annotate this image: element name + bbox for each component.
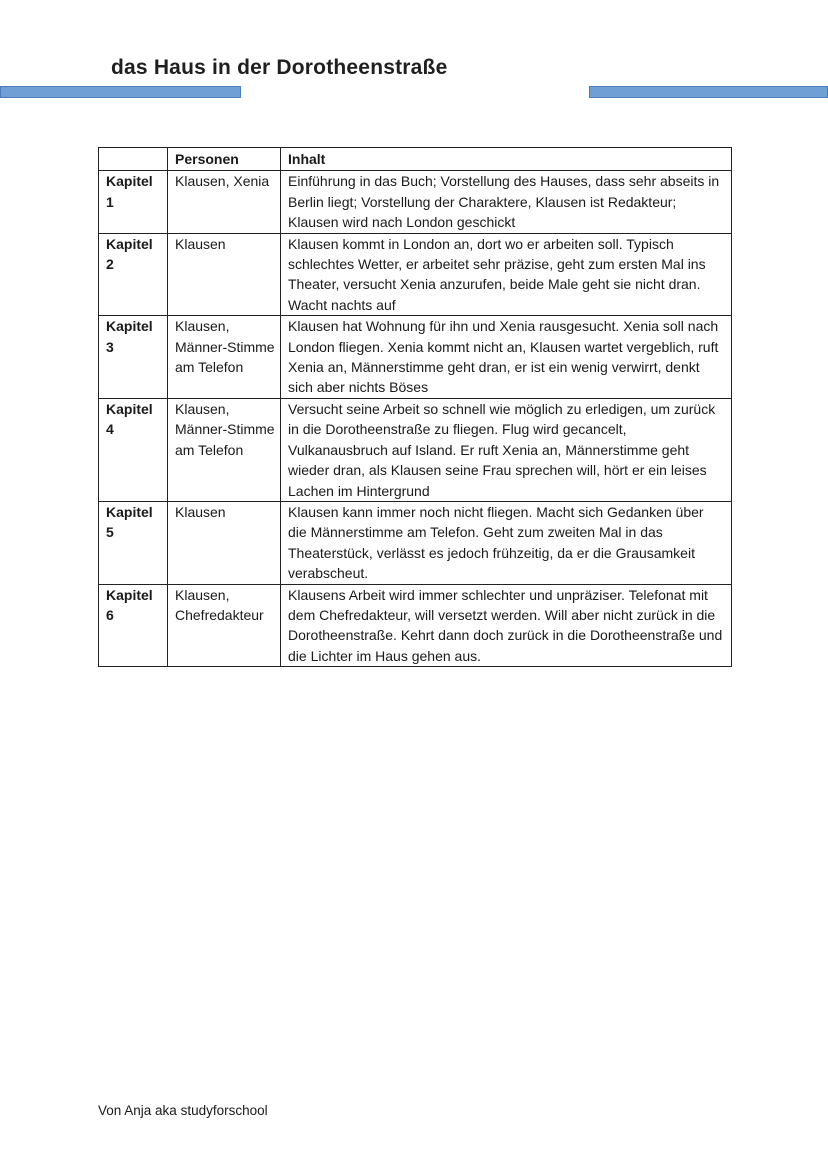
table-header-row [99, 148, 732, 171]
header-content: Inhalt [281, 148, 732, 171]
persons-cell: Klausen, Männer-Stimme am Telefon [168, 398, 281, 501]
content-cell: Klausen kommt in London an, dort wo er arbeiten soll. Typisch schlechtes Wetter, er arbeitet sehr präzise, geht zum ersten Mal ins Theater, versucht Xenia anzurufen, beide Male geht sie nicht dran. Wacht nachts auf [281, 233, 732, 316]
chapter-cell: Kapitel 5 [99, 501, 168, 584]
chapter-cell: Kapitel 2 [99, 233, 168, 316]
header-accent-bar-left [0, 86, 241, 98]
table-row [99, 584, 732, 667]
table-row [99, 398, 732, 501]
table-row [99, 316, 732, 399]
table-row [99, 501, 732, 584]
persons-cell: Klausen, Männer-Stimme am Telefon [168, 316, 281, 399]
content-cell: Klausen kann immer noch nicht fliegen. Macht sich Gedanken über die Männerstimme am Telefon. Geht zum zweiten Mal in das Theaterstück, verlässt es jedoch frühzeitig, da er die Grausamkeit verabscheut. [281, 501, 732, 584]
table-row [99, 233, 732, 316]
table-row [99, 171, 732, 233]
content-cell: Einführung in das Buch; Vorstellung des Hauses, dass sehr abseits in Berlin liegt; Vorstellung der Charaktere, Klausen ist Redakteur; Klausen wird nach London geschickt [281, 171, 732, 233]
persons-cell: Klausen [168, 501, 281, 584]
chapter-summary-table [98, 147, 732, 667]
content-cell: Klausen hat Wohnung für ihn und Xenia rausgesucht. Xenia soll nach London fliegen. Xenia kommt nicht an, Klausen wartet vergeblich, ruft Xenia an, Männerstimme geht dran, er ist ein wenig verwirrt, denkt sich aber nichts Böses [281, 316, 732, 399]
header-chapter [99, 148, 168, 171]
content-cell: Versucht seine Arbeit so schnell wie möglich zu erledigen, um zurück in die Dorotheenstraße zu fliegen. Flug wird gecancelt, Vulkanausbruch auf Island. Er ruft Xenia an, Männerstimme geht wieder dran, als Klausen seine Frau sprechen will, hört er ein leises Lachen im Hintergrund [281, 398, 732, 501]
header-accent-bar-right [589, 86, 828, 98]
chapter-cell: Kapitel 4 [99, 398, 168, 501]
chapter-cell: Kapitel 1 [99, 171, 168, 233]
document-title: das Haus in der Dorotheenstraße [111, 56, 448, 79]
document-footer: Von Anja aka studyforschool [98, 1103, 268, 1118]
persons-cell: Klausen [168, 233, 281, 316]
chapter-cell: Kapitel 3 [99, 316, 168, 399]
content-cell: Klausens Arbeit wird immer schlechter und unpräziser. Telefonat mit dem Chefredakteur, will versetzt werden. Will aber nicht zurück in die Dorotheenstraße. Kehrt dann doch zurück in die Dorotheenstraße und die Lichter im Haus gehen aus. [281, 584, 732, 667]
header-persons: Personen [168, 148, 281, 171]
persons-cell: Klausen, Chefredakteur [168, 584, 281, 667]
persons-cell: Klausen, Xenia [168, 171, 281, 233]
chapter-cell: Kapitel 6 [99, 584, 168, 667]
